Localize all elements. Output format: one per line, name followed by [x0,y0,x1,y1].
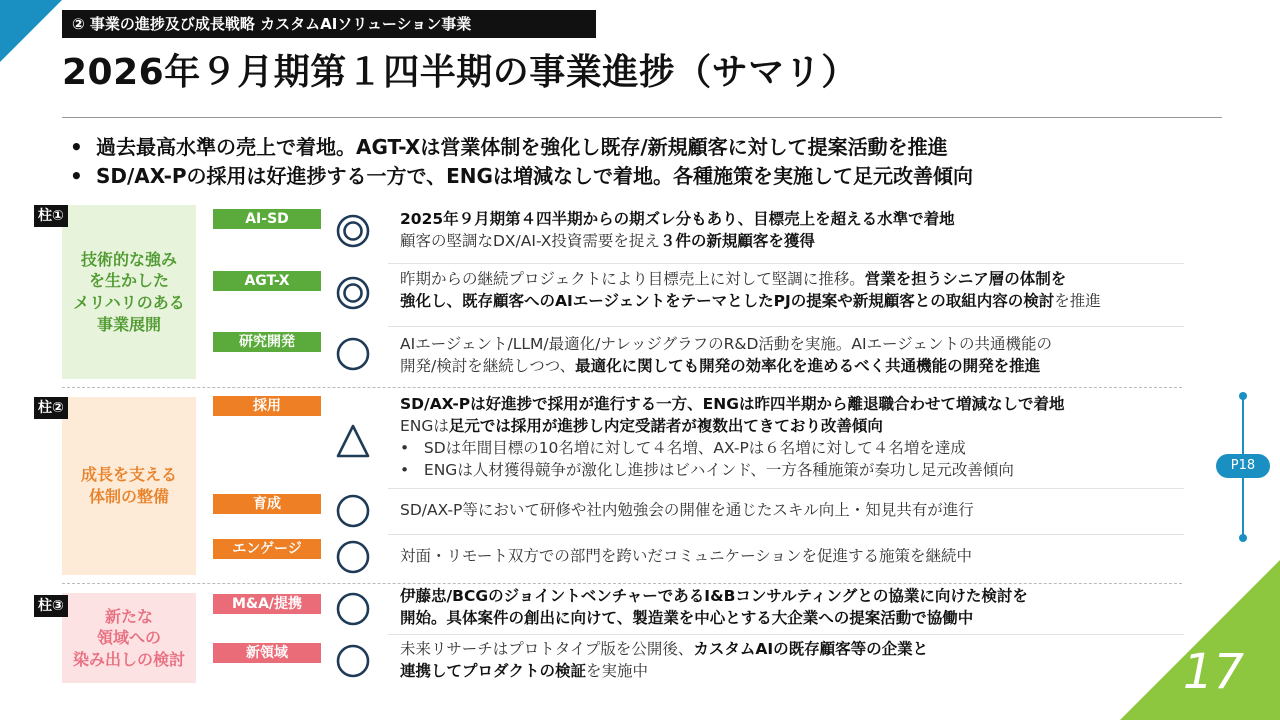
row-text-line [400,499,974,521]
lead-bullet-2 [70,160,973,189]
pillar-1-tag: 柱① [34,205,68,227]
pillar-name-line: 技術的な強み [80,249,177,269]
pillar-name-line: 領域への [96,628,161,648]
row-divider [388,326,1184,327]
body-text: AIエージェント/LLM/最適化/ナレッジグラフのR&D活動を実施。AIエージェントの共通機能の [400,335,1052,353]
emphasis-text: 2025年９月期第４四半期からの期ズレ分もあり、目標売上を超える水準で着地 [400,210,955,228]
bullet-dot: • [70,135,83,159]
row-label-new-domain: 新領域 [213,643,321,663]
emphasis-text: 連携してプロダクトの検証 [400,662,587,680]
row-text-ma [400,585,1028,629]
row-text-agt-x [400,268,1101,312]
body-text: 開発/検討を継続しつつ、 [400,357,576,375]
body-text: • SDは年間目標の10名増に対して４名増、AX-Pは６名増に対して４名増を達成 [400,439,966,457]
row-divider [388,263,1184,264]
row-text-line [400,545,972,567]
corner-accent-top-left [0,0,62,62]
row-label-agt-x: AGT-X [213,271,321,291]
emphasis-text: カスタムAIの既存顧客等の企業と [693,640,929,658]
emphasis-text: 最適化に関しても開発の効率化を進めるべく共通機能の開発を推進 [575,357,1041,375]
row-text-hiring [400,393,1064,481]
row-label-ai-sd: AI-SD [213,209,321,229]
row-text-line [400,660,928,682]
row-text-line [400,268,1101,290]
row-label-training: 育成 [213,494,321,514]
body-text: 未来リサーチはプロトタイプ版を公開後、 [400,640,694,658]
body-text: • ENGは人材獲得競争が激化し進捗はビハインド、一方各種施策が奏功し足元改善傾向 [400,461,1014,479]
row-label-hiring: 採用 [213,396,321,416]
pillar-name-line: 染み出しの検討 [72,649,185,669]
row-text-training [400,499,974,521]
pillar-2-tag: 柱② [34,397,68,419]
row-text-line [400,208,955,230]
title-divider [62,117,1222,118]
row-divider [388,634,1184,635]
row-text-engagement [400,545,972,567]
body-text: 顧客の堅調なDX/AI-X投資需要を捉え [400,232,660,250]
row-label-rnd: 研究開発 [213,332,321,352]
lead-bullet-text: 過去最高水準の売上で着地。AGT-Xは営業体制を強化し既存/新規顧客に対して提案活動を推進 [96,135,948,159]
row-label-ma: M&A/提携 [213,594,321,614]
row-divider [388,488,1184,489]
pillar-1-box [62,205,196,379]
circle-icon [336,592,370,626]
row-text-line [400,459,1064,481]
pillar-3-box [62,593,196,683]
row-label-engagement: エンゲージ [213,539,321,559]
section-tag: ② 事業の進捗及び成長戦略 カスタムAIソリューション事業 [62,10,596,38]
body-text: ENGは [400,417,449,435]
pillar-3-name [73,606,185,671]
pillar-name-line: 事業展開 [96,314,161,334]
page-number: 17 [1182,644,1244,700]
page-ref-dot-top [1239,392,1247,400]
pillar-name-line: 成長を支える [80,465,177,485]
circle-icon [336,494,370,528]
row-text-line [400,437,1064,459]
body-text: 昨期からの継続プロジェクトにより目標売上に対して堅調に推移。 [400,270,865,288]
pillar-divider [62,387,1182,388]
pillar-1-name [73,249,185,335]
emphasis-text: 強化し、既存顧客へのAIエージェントをテーマとしたPJの提案や新規顧客との取組内容の検討 [400,292,1055,310]
pillar-name-line: 新たな [104,606,153,626]
lead-bullet-text: SD/AX-Pの採用は好進捗する一方で、ENGは増減なしで着地。各種施策を実施して足元改善傾向 [96,164,973,188]
page-ref-dot-bottom [1239,534,1247,542]
row-text-rnd [400,333,1052,377]
row-text-line [400,230,955,252]
row-text-line [400,355,1052,377]
lead-bullet-1 [70,131,948,160]
body-text: SD/AX-P等において研修や社内勉強会の開催を通じたスキル向上・知見共有が進行 [400,501,974,519]
pillar-2-box [62,397,196,575]
double-circle-icon [336,214,370,248]
pillar-name-line: を生かした [88,271,169,291]
row-text-line [400,333,1052,355]
row-text-ai-sd [400,208,955,252]
row-divider [388,534,1184,535]
pillar-name-line: 体制の整備 [88,487,169,506]
pillar-name-line: メリハリのある [73,293,185,312]
row-text-new-domain [400,638,928,682]
circle-icon [336,540,370,574]
triangle-icon [336,423,370,459]
page-title: 2026年９月期第１四半期の事業進捗（サマリ） [62,52,858,93]
row-text-line [400,607,1028,629]
circle-icon [336,337,370,371]
pillar-divider [62,583,1182,584]
row-text-line [400,638,928,660]
emphasis-text: SD/AX-Pは好進捗で採用が進行する一方、ENGは昨四半期から離退職合わせて増減なしで着地 [400,395,1065,413]
row-text-line [400,415,1064,437]
page-ref-link[interactable]: P18 [1216,454,1270,478]
body-text: を実施中 [586,662,649,680]
row-text-line [400,393,1064,415]
double-circle-icon [336,276,370,310]
row-text-line [400,290,1101,312]
body-text: 対面・リモート双方での部門を跨いだコミュニケーションを促進する施策を継続中 [400,547,972,565]
circle-icon [336,644,370,678]
pillar-3-tag: 柱③ [34,595,68,617]
row-text-line [400,585,1028,607]
emphasis-text: 足元では採用が進捗し内定受諾者が複数出てきており改善傾向 [448,417,883,435]
emphasis-text: 営業を担うシニア層の体制を [864,270,1067,288]
pillar-2-name [81,464,177,507]
body-text: を推進 [1054,292,1101,310]
emphasis-text: 開始。具体案件の創出に向けて、製造業を中心とする大企業への提案活動で協働中 [400,609,974,627]
emphasis-text: 伊藤忠/BCGのジョイントベンチャーであるI&Bコンサルティングとの協業に向けた検討を [400,587,1028,605]
emphasis-text: ３件の新規顧客を獲得 [659,232,815,250]
bullet-dot: • [70,164,83,188]
